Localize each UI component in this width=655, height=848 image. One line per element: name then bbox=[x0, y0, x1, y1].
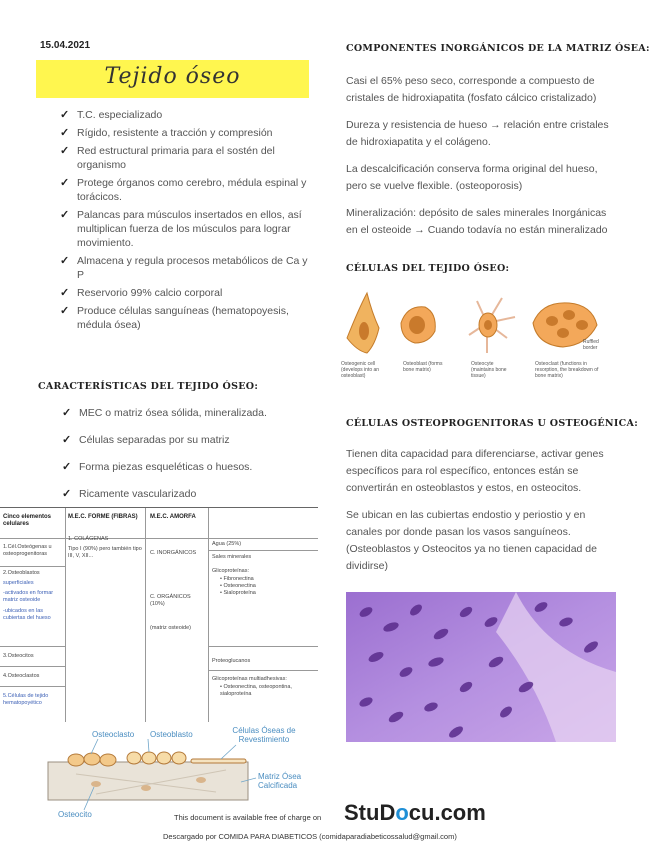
list-item: ✓ T.C. especializado bbox=[60, 108, 310, 122]
table-cell: superficiales bbox=[3, 580, 34, 586]
table-cell: Agua (25%) bbox=[212, 541, 242, 547]
list-item: ✓ Palancas para músculos insertados en ellos, así multiplican fuerza de los músculos para lograr movimiento. bbox=[60, 208, 310, 250]
list-item: ✓ Protege órganos como cerebro, médula espinal y torácicos. bbox=[60, 176, 310, 204]
logo-part: o bbox=[395, 800, 409, 825]
table-divider bbox=[0, 686, 65, 687]
paragraph: La descalcificación conserva forma original del hueso, pero se vuelve flexible. (osteoporosis) bbox=[346, 163, 598, 192]
list-item: ✓ Reservorio 99% calcio corporal bbox=[60, 286, 310, 300]
table-divider bbox=[65, 508, 66, 722]
logo-part: cu.com bbox=[408, 800, 486, 825]
list-item: ✓ Ricamente vascularizado bbox=[62, 487, 312, 501]
micrograph-image bbox=[346, 592, 616, 742]
table-divider bbox=[208, 670, 318, 671]
osteoprogenitoras-heading: CÉLULAS OSTEOPROGENITORAS U OSTEOGÉNICA: bbox=[346, 418, 638, 429]
diagram-label: Osteoclasto bbox=[92, 730, 135, 739]
table-header: M.E.C. FORME (FIBRAS) bbox=[68, 514, 138, 520]
diagram-label: Osteoblasto bbox=[150, 730, 193, 739]
figure-label: Osteoclast (functions in resorption, the breakdown of bone matrix) bbox=[535, 361, 599, 379]
table-cell: Proteoglucanos bbox=[212, 658, 251, 664]
diagram-label: Osteocito bbox=[58, 810, 92, 819]
elements-table bbox=[0, 507, 318, 722]
table-cell: • Fibronectina bbox=[220, 576, 254, 582]
table-divider bbox=[145, 508, 146, 722]
celulas-heading: CÉLULAS DEL TEJIDO ÓSEO: bbox=[346, 263, 510, 274]
title-highlight bbox=[36, 60, 309, 98]
inorganicos-heading: COMPONENTES INORGÁNICOS DE LA MATRIZ ÓSEA: bbox=[346, 43, 650, 54]
list-item: ✓ MEC o matriz ósea sólida, mineralizada. bbox=[62, 406, 312, 420]
studocu-logo[interactable] bbox=[344, 800, 486, 826]
table-divider bbox=[0, 646, 65, 647]
table-divider bbox=[208, 646, 318, 647]
table-cell: (matriz osteoide) bbox=[150, 625, 191, 631]
table-cell: 5.Células de tejido hematopoyético bbox=[3, 693, 49, 706]
list-item: ✓ Produce células sanguíneas (hematopoyesis, médula ósea) bbox=[60, 304, 310, 332]
table-cell: • Osteonectina bbox=[220, 583, 256, 589]
table-divider bbox=[208, 550, 318, 551]
table-cell: 1. COLÁGENAS bbox=[68, 536, 109, 542]
bone-cells-figure bbox=[337, 283, 612, 390]
table-cell: 4.Osteoclastos bbox=[3, 673, 40, 679]
footer-downloaded: Descargado por COMIDA PARA DIABETICOS (comidaparadiabeticossalud@gmail.com) bbox=[163, 832, 457, 841]
table-divider bbox=[0, 566, 65, 567]
figure-label: Ruffled border bbox=[583, 339, 599, 351]
figure-label: Osteoblast (forms bone matrix) bbox=[403, 361, 443, 373]
table-cell: -ubicados en las cubiertas del hueso bbox=[3, 608, 51, 621]
diagram-label: Células Óseas de Revestimiento bbox=[232, 726, 296, 744]
table-cell: 2.Osteoblastos bbox=[3, 570, 40, 576]
table-cell: Tipo I (90%) pero también tipo III, V, XII... bbox=[68, 546, 142, 559]
figure-label: Osteogenic cell (develops into an osteoblast) bbox=[341, 361, 380, 379]
table-cell: • Osteonectina, osteopontina, sialoproteína bbox=[220, 684, 292, 697]
table-cell: Glicoproteínas: bbox=[212, 568, 249, 574]
bone-tissue-diagram bbox=[36, 722, 308, 822]
inorganicos-text bbox=[346, 73, 620, 249]
list-item: ✓ Almacena y regula procesos metabólicos de Ca y P bbox=[60, 254, 310, 282]
footer-available: This document is available free of charge on bbox=[174, 813, 322, 822]
table-divider bbox=[0, 666, 65, 667]
page-title: Tejido óseo bbox=[104, 64, 241, 89]
paragraph: Dureza y resistencia de hueso → relación entre cristales de hidroxiapatita y el colágeno. bbox=[346, 119, 609, 148]
table-cell: 1.Cél.Osteógenas u osteoprogenitoras bbox=[3, 544, 52, 557]
intro-list bbox=[60, 108, 310, 336]
table-divider bbox=[0, 538, 318, 539]
table-cell: Glicoproteínas multiadhesivas: bbox=[212, 676, 287, 682]
table-cell: C. INORGÁNICOS bbox=[150, 550, 197, 556]
paragraph: Casi el 65% peso seco, corresponde a compuesto de cristales de hidroxiapatita (fosfato cálcico cristalizado) bbox=[346, 75, 597, 104]
caracteristicas-heading: CARACTERÍSTICAS DEL TEJIDO ÓSEO: bbox=[38, 381, 259, 392]
bone-micrograph bbox=[346, 592, 616, 742]
list-item: ✓ Red estructural primaria para el sostén del organismo bbox=[60, 144, 310, 172]
list-item: ✓ Células separadas por su matriz bbox=[62, 433, 312, 447]
table-cell: Sales minerales bbox=[212, 554, 252, 560]
paragraph: Se ubican en las cubiertas endostio y periostio y en canales por donde pasan los vasos sanguíneos. (Osteoblastos y Osteocitos ya no tienen capacidad de dividirse) bbox=[346, 509, 597, 572]
table-header: M.E.C. AMORFA bbox=[150, 514, 196, 520]
list-item: ✓ Forma piezas esqueléticas o huesos. bbox=[62, 460, 312, 474]
logo-part: StuD bbox=[344, 800, 396, 825]
paragraph: Mineralización: depósito de sales minerales Inorgánicas en el osteoide → Cuando todavía no están mineralizado bbox=[346, 207, 608, 236]
diagram-label: Matriz Ósea Calcificada bbox=[258, 772, 302, 790]
table-cell: • Sialoproteína bbox=[220, 590, 256, 596]
osteoprogenitoras-text bbox=[346, 446, 620, 585]
paragraph: Tienen dita capacidad para diferenciarse, activar genes específicos para rol específico, entonces están se convertirán en osteoblastos y estos, en osteocitos. bbox=[346, 448, 604, 494]
table-cell: 3.Osteocitos bbox=[3, 653, 34, 659]
list-item: ✓ Rígido, resistente a tracción y compresión bbox=[60, 126, 310, 140]
table-header: Cinco elementos celulares bbox=[3, 514, 52, 527]
caracteristicas-list bbox=[62, 406, 312, 514]
table-cell: C. ORGÁNICOS (10%) bbox=[150, 594, 191, 607]
table-divider bbox=[208, 508, 209, 722]
date: 15.04.2021 bbox=[40, 40, 91, 51]
table-cell: -activados en formar matriz osteoide bbox=[3, 590, 54, 603]
figure-label: Osteocyte (maintains bone tissue) bbox=[471, 361, 507, 379]
